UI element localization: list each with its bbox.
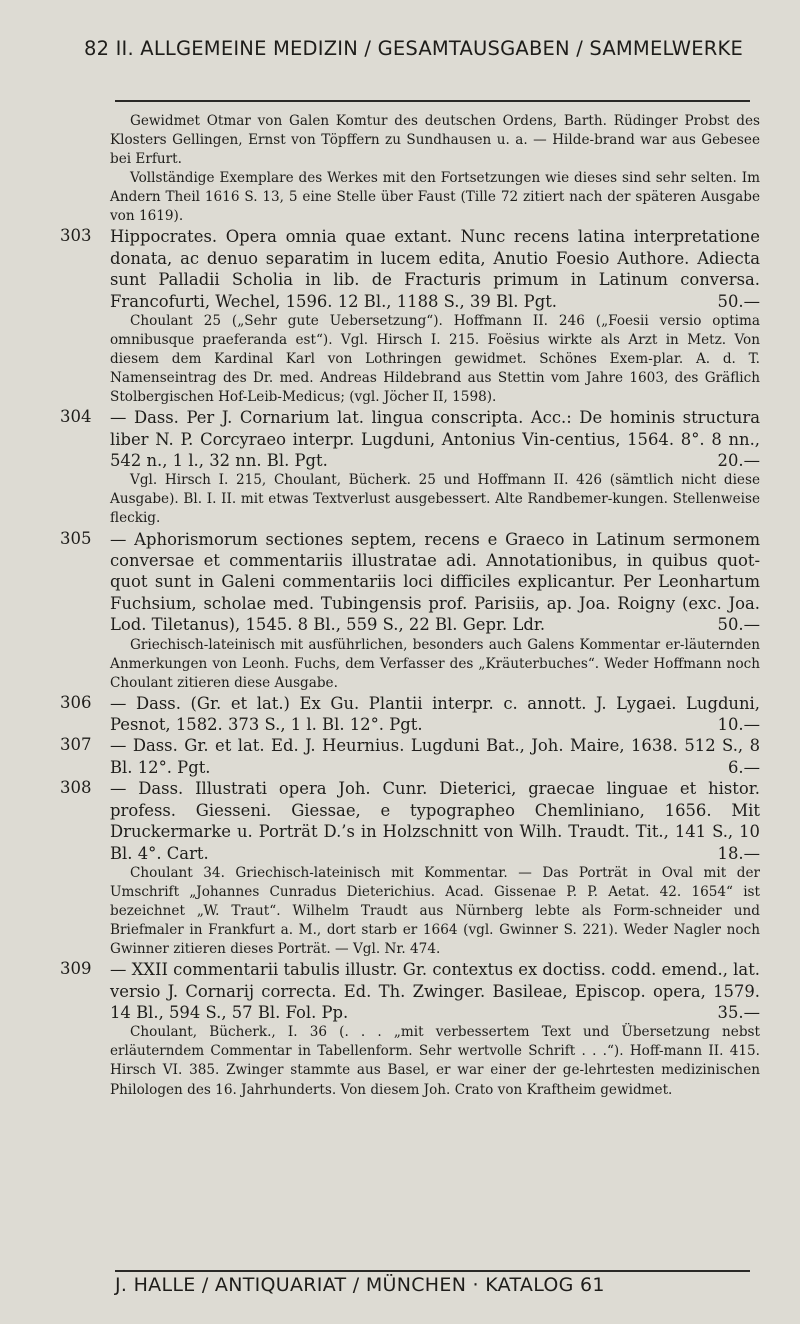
entry-note: Griechisch-lateinisch mit ausführlichen, besonders auch Galens Kommentar er-läuternden Anmerkungen von Leonh. Fuchs, dem Verfasser des „Kräuterbuches“. Weder Hoffmann noch Choulant zitieren diese Ausgabe. <box>110 636 760 691</box>
catalog-body <box>60 112 760 1100</box>
catalog-entry <box>60 778 760 959</box>
entry-number: 305 <box>60 528 92 548</box>
entry-title: — Dass. Illustrati opera Joh. Cunr. Dieterici, graecae linguae et histor. profess. Giesseni. Giessae, e typographeo Chemliniano, 1656. Mit Druckermarke u. Porträt D.’s in Holzschnitt von Wilh. Traudt. Tit., 141 S., 10 Bl. 4°. Cart. 18.— <box>110 779 760 863</box>
header-rule <box>115 100 750 102</box>
intro-completeness: Vollständige Exemplare des Werkes mit den Fortsetzungen wie dieses sind sehr selten. Im Andern Theil 1616 S. 13, 5 eine Stelle über Faust (Tille 72 zitiert nach der späteren Ausgabe von 1619). <box>110 170 760 225</box>
intro-block <box>60 112 760 226</box>
catalog-entry <box>60 529 760 693</box>
intro-dedication: Gewidmet Otmar von Galen Komtur des deutschen Ordens, Barth. Rüdinger Probst des Klosters Gellingen, Ernst von Töpffern zu Sundhausen u. a. — Hilde-brand war aus Gebesee bei Erfurt. <box>110 113 760 168</box>
entry-note: Choulant 34. Griechisch-lateinisch mit Kommentar. — Das Porträt in Oval mit der Umschrift „Johannes Cunradus Dieterichius. Acad. Gissenae P. P. Aetat. 42. 1654“ ist bezeichnet „W. Traut“. Wilhelm Traudt aus Nürnberg lebte als Form-schneider und Briefmaler in Frankfurt a. M., dort starb er 1664 (vgl. Gwinner S. 221). Weder Nagler noch Gwinner zitieren dieses Porträt. — Vgl. Nr. 474. <box>110 864 760 958</box>
entry-number: 307 <box>60 735 92 755</box>
entry-number: 308 <box>60 778 92 798</box>
entry-title: — Dass. (Gr. et lat.) Ex Gu. Plantii interpr. c. annott. J. Lygaei. Lugduni, Pesnot, 1582. 373 S., 1 l. Bl. 12°. Pgt. 10.— <box>110 693 760 735</box>
entry-number: 303 <box>60 226 92 246</box>
catalog-entry <box>60 735 760 778</box>
entry-title: — Dass. Per J. Cornarium lat. lingua conscripta. Acc.: De hominis structura liber N. P. Corcyraeo interpr. Lugduni, Antonius Vin-centius, 1564. 8°. 8 nn., 542 n., 1 l., 32 nn. Bl. Pgt. 20.— <box>110 408 760 470</box>
footer-rule <box>115 1270 750 1272</box>
entry-title: — XXII commentarii tabulis illustr. Gr. contextus ex doctiss. codd. emend., lat. versio J. Cornarij correcta. Ed. Th. Zwinger. Basileae, Episcop. opera, 1579. 14 Bl., 594 S., 57 Bl. Fol. Pp. 35.— <box>110 960 760 1022</box>
running-footer: J. HALLE / ANTIQUARIAT / MÜNCHEN · KATALOG 61 <box>115 1274 605 1296</box>
running-header: 82 II. ALLGEMEINE MEDIZIN / GESAMTAUSGABEN / SAMMELWERKE <box>84 37 743 60</box>
entry-note: Vgl. Hirsch I. 215, Choulant, Bücherk. 25 und Hoffmann II. 426 (sämtlich nicht diese Ausgabe). Bl. I. II. mit etwas Textverlust ausgebessert. Alte Randbemer-kungen. Stellenweise fleckig. <box>110 472 760 527</box>
entry-price: 50.— <box>717 291 760 311</box>
catalog-entry <box>60 693 760 736</box>
entry-number: 304 <box>60 407 92 427</box>
entry-price: 35.— <box>717 1002 760 1022</box>
entry-number: 309 <box>60 959 92 979</box>
entry-price: 6.— <box>727 757 760 777</box>
entry-note: Choulant, Bücherk., I. 36 (. . . „mit verbessertem Text und Übersetzung nebst erläuterndem Commentar in Tabellenform. Sehr wertvolle Schrift . . .“). Hoff-mann II. 415. Hirsch VI. 385. Zwinger stammte aus Basel, er war einer der ge-lehrtesten medizinischen Philologen des 16. Jahrhunderts. Von diesem Joh. Crato von Kraftheim gewidmet. <box>110 1024 760 1098</box>
catalog-entry <box>60 226 760 407</box>
entry-title: — Dass. Gr. et lat. Ed. J. Heurnius. Lugduni Bat., Joh. Maire, 1638. 512 S., 8 Bl. 12°. Pgt. 6.— <box>110 736 760 777</box>
entry-number: 306 <box>60 692 92 712</box>
entry-price: 18.— <box>717 843 760 863</box>
entry-title: Hippocrates. Opera omnia quae extant. Nunc recens latina interpretatione donata, ac denuo separatim in lucem edita, Anutio Foesio Authore. Adiecta sunt Palladii Scholia in lib. de Fracturis primum in Latinum conversa. Francofurti, Wechel, 1596. 12 Bl., 1188 S., 39 Bl. Pgt. 50.— <box>110 227 760 311</box>
entry-note: Choulant 25 („Sehr gute Uebersetzung“). Hoffmann II. 246 („Foesii versio optima omnibusque praeferanda est“). Vgl. Hirsch I. 215. Foësius wirkte als Arzt in Metz. Von diesem dem Kardinal Karl von Lothringen gewidmet. Schönes Exem-plar. A. d. T. Namenseintrag des Dr. med. Andreas Hildebrand aus Stettin vom Jahre 1603, des Gräflich Stolbergischen Hof-Leib-Medicus; (vgl. Jöcher II, 1598). <box>110 312 760 406</box>
entry-price: 10.— <box>717 715 760 735</box>
catalog-entry <box>60 959 760 1099</box>
entry-title: — Aphorismorum sectiones septem, recens e Graeco in Latinum sermonem conversae et commentariis illustratae adi. Annotationibus, in quibus quot-quot sunt in Galeni commentariis loci difficiles explicantur. Per Leonhartum Fuchsium, scholae med. Tubingensis prof. Parisiis, ap. Joa. Roigny (exc. Joa. Lod. Tiletanus), 1545. 8 Bl., 559 S., 22 Bl. Gepr. Ldr. 50.— <box>110 529 760 635</box>
entry-price: 50.— <box>717 615 760 635</box>
catalog-entry <box>60 407 760 528</box>
entry-price: 20.— <box>717 450 760 470</box>
